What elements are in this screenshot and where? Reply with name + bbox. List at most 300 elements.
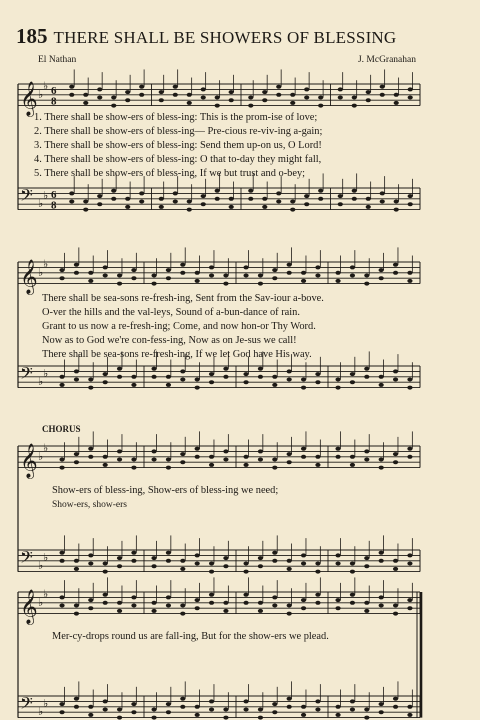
note-head <box>166 458 171 462</box>
note-head <box>125 90 130 94</box>
note-head <box>166 466 171 470</box>
note-head <box>379 375 384 379</box>
note-head <box>393 705 398 709</box>
note-head <box>366 98 371 102</box>
note-head <box>187 93 192 97</box>
note-head <box>159 90 164 94</box>
note-head <box>103 455 108 459</box>
note-head <box>103 699 108 703</box>
treble-clef-icon: 𝄞 <box>20 259 38 295</box>
note-head <box>243 372 248 376</box>
note-head <box>131 466 136 470</box>
flat-icon: ♭ <box>38 265 44 279</box>
note-head <box>272 268 277 272</box>
note-head <box>215 104 220 108</box>
note-head <box>407 713 412 717</box>
bass-clef-icon: 𝄢 <box>20 363 33 388</box>
note-head <box>117 449 122 453</box>
note-head <box>258 609 263 613</box>
note-head <box>151 458 156 462</box>
note-head <box>195 553 200 557</box>
note-head <box>229 98 234 102</box>
note-head <box>315 372 320 376</box>
note-head <box>201 194 206 198</box>
note-head <box>195 271 200 275</box>
note-head <box>103 463 108 467</box>
note-head <box>287 705 292 709</box>
note-head <box>195 705 200 709</box>
verse-4-line-2: Now as to God we're con-fess-ing, Now as on Je-sus we call! <box>42 335 297 346</box>
note-head <box>215 189 220 193</box>
verse-3-line-2: Grant to us now a re-fresh-ing; Come, and now hon-or Thy Word. <box>42 321 316 332</box>
note-head <box>407 553 412 557</box>
note-head <box>408 96 413 100</box>
note-head <box>201 87 206 91</box>
note-head <box>195 378 200 382</box>
note-head <box>83 101 88 105</box>
note-head <box>352 96 357 100</box>
hymn-number: 185 <box>16 24 48 48</box>
bass-clef-icon: 𝄢 <box>20 185 33 210</box>
note-head <box>315 601 320 605</box>
chorus-line-2: Mer-cy-drops round us are fall-ing, But for the show-ers we plead. <box>52 631 329 642</box>
note-head <box>315 699 320 703</box>
note-head <box>59 595 64 599</box>
note-head <box>287 567 292 571</box>
note-head <box>180 369 185 373</box>
note-head <box>393 559 398 563</box>
note-head <box>117 601 122 605</box>
note-head <box>59 710 64 714</box>
note-head <box>301 705 306 709</box>
note-head <box>103 265 108 269</box>
note-head <box>393 567 398 571</box>
note-head <box>180 567 185 571</box>
note-head <box>258 282 263 286</box>
note-head <box>407 279 412 283</box>
note-head <box>364 449 369 453</box>
note-head <box>131 604 136 608</box>
note-head <box>180 460 185 464</box>
time-signature: 8 <box>51 95 57 108</box>
note-head <box>131 710 136 714</box>
note-head <box>195 279 200 283</box>
note-head <box>301 271 306 275</box>
note-head <box>272 458 277 462</box>
note-head <box>290 93 295 97</box>
note-head <box>180 271 185 275</box>
note-head <box>335 705 340 709</box>
note-head <box>335 713 340 717</box>
note-head <box>69 93 74 97</box>
flat-icon: ♭ <box>43 367 49 381</box>
note-head <box>243 593 248 597</box>
note-head <box>379 559 384 563</box>
note-head <box>229 90 234 94</box>
note-head <box>166 276 171 280</box>
note-head <box>151 716 156 720</box>
note-head <box>209 593 214 597</box>
note-head <box>287 612 292 616</box>
note-head <box>243 380 248 384</box>
note-head <box>301 606 306 610</box>
note-head <box>159 197 164 201</box>
note-head <box>215 96 220 100</box>
note-head <box>209 274 214 278</box>
note-head <box>287 263 292 267</box>
note-head <box>74 604 79 608</box>
note-head <box>304 87 309 91</box>
note-head <box>59 559 64 563</box>
note-head <box>350 601 355 605</box>
time-signature: 6 <box>51 84 57 97</box>
note-head <box>366 205 371 209</box>
note-head <box>318 104 323 108</box>
note-head <box>83 200 88 204</box>
note-head <box>379 268 384 272</box>
note-head <box>180 263 185 267</box>
note-head <box>258 458 263 462</box>
flat-icon: ♭ <box>38 705 44 719</box>
chorus-echo: Show-ers, show-ers <box>52 500 127 510</box>
note-head <box>258 367 263 371</box>
note-head <box>315 593 320 597</box>
note-head <box>393 452 398 456</box>
note-head <box>117 716 122 720</box>
note-head <box>272 559 277 563</box>
words-credit: El Nathan <box>38 55 77 65</box>
note-head <box>272 702 277 706</box>
note-head <box>166 595 171 599</box>
note-head <box>131 383 136 387</box>
note-head <box>338 96 343 100</box>
note-head <box>187 208 192 212</box>
note-head <box>315 380 320 384</box>
note-head <box>262 205 267 209</box>
flat-icon: ♭ <box>38 449 44 463</box>
note-head <box>364 556 369 560</box>
note-head <box>301 378 306 382</box>
note-head <box>117 564 122 568</box>
note-head <box>335 279 340 283</box>
note-head <box>276 191 281 195</box>
note-head <box>195 386 200 390</box>
note-head <box>88 386 93 390</box>
note-head <box>173 93 178 97</box>
note-head <box>258 564 263 568</box>
note-head <box>258 449 263 453</box>
note-head <box>350 380 355 384</box>
note-head <box>173 85 178 89</box>
note-head <box>74 460 79 464</box>
verse-2-line-1: 2. There shall be show-ers of bless-ing— Pre-cious re-viv-ing a-gain; <box>34 126 323 137</box>
note-head <box>352 104 357 108</box>
note-head <box>151 367 156 371</box>
note-head <box>195 455 200 459</box>
note-head <box>364 282 369 286</box>
note-head <box>350 593 355 597</box>
note-head <box>74 567 79 571</box>
note-head <box>262 98 267 102</box>
note-head <box>407 606 412 610</box>
note-head <box>393 378 398 382</box>
note-head <box>262 90 267 94</box>
note-head <box>166 604 171 608</box>
note-head <box>335 598 340 602</box>
note-head <box>139 93 144 97</box>
note-head <box>287 271 292 275</box>
note-head <box>258 274 263 278</box>
note-head <box>318 96 323 100</box>
note-head <box>318 189 323 193</box>
note-head <box>407 455 412 459</box>
note-head <box>301 562 306 566</box>
note-head <box>335 455 340 459</box>
note-head <box>393 271 398 275</box>
note-head <box>393 263 398 267</box>
note-head <box>301 713 306 717</box>
note-head <box>350 274 355 278</box>
note-head <box>223 449 228 453</box>
note-head <box>59 551 64 555</box>
note-head <box>364 274 369 278</box>
note-head <box>301 553 306 557</box>
flat-icon: ♭ <box>38 375 44 389</box>
note-head <box>88 447 93 451</box>
note-head <box>180 612 185 616</box>
note-head <box>272 604 277 608</box>
note-head <box>243 455 248 459</box>
note-head <box>88 606 93 610</box>
note-head <box>151 282 156 286</box>
note-head <box>117 708 122 712</box>
flat-icon: ♭ <box>43 551 49 565</box>
note-head <box>125 205 130 209</box>
note-head <box>69 191 74 195</box>
note-head <box>131 595 136 599</box>
note-head <box>166 702 171 706</box>
note-head <box>248 189 253 193</box>
note-head <box>209 562 214 566</box>
flat-icon: ♭ <box>38 87 44 101</box>
note-head <box>111 189 116 193</box>
note-head <box>209 601 214 605</box>
note-head <box>151 708 156 712</box>
note-head <box>111 197 116 201</box>
note-head <box>117 458 122 462</box>
note-head <box>88 705 93 709</box>
note-head <box>272 466 277 470</box>
note-head <box>117 556 122 560</box>
note-head <box>393 697 398 701</box>
note-head <box>74 612 79 616</box>
note-head <box>394 200 399 204</box>
note-head <box>335 378 340 382</box>
note-head <box>139 191 144 195</box>
flat-icon: ♭ <box>38 595 44 609</box>
note-head <box>74 378 79 382</box>
verse-1-line-2: There shall be sea-sons re-fresh-ing, Sent from the Sav-iour a-bove. <box>42 293 324 304</box>
note-head <box>173 200 178 204</box>
note-head <box>272 383 277 387</box>
note-head <box>290 200 295 204</box>
note-head <box>380 93 385 97</box>
flat-icon: ♭ <box>43 697 49 711</box>
note-head <box>59 276 64 280</box>
note-head <box>350 708 355 712</box>
note-head <box>209 380 214 384</box>
note-head <box>117 375 122 379</box>
note-head <box>248 96 253 100</box>
note-head <box>290 208 295 212</box>
note-head <box>276 85 281 89</box>
note-head <box>380 200 385 204</box>
note-head <box>393 460 398 464</box>
note-head <box>379 595 384 599</box>
note-head <box>88 378 93 382</box>
note-head <box>258 375 263 379</box>
note-head <box>209 265 214 269</box>
treble-clef-icon: 𝄞 <box>20 443 38 479</box>
note-head <box>301 598 306 602</box>
note-head <box>166 375 171 379</box>
note-head <box>229 197 234 201</box>
note-head <box>223 375 228 379</box>
note-head <box>74 452 79 456</box>
note-head <box>243 463 248 467</box>
note-head <box>195 598 200 602</box>
note-head <box>195 713 200 717</box>
note-head <box>117 274 122 278</box>
note-head <box>117 282 122 286</box>
note-head <box>304 194 309 198</box>
music-credit: J. McGranahan <box>357 55 416 65</box>
verse-2-line-2: O-ver the hills and the val-leys, Sound of a-bun-dance of rain. <box>42 307 300 318</box>
note-head <box>166 383 171 387</box>
note-head <box>209 455 214 459</box>
note-head <box>350 265 355 269</box>
note-head <box>59 375 64 379</box>
note-head <box>248 104 253 108</box>
note-head <box>315 708 320 712</box>
treble-clef-icon: 𝄞 <box>20 81 38 117</box>
note-head <box>366 90 371 94</box>
note-head <box>350 455 355 459</box>
note-head <box>408 194 413 198</box>
note-head <box>103 593 108 597</box>
note-head <box>350 463 355 467</box>
note-head <box>394 208 399 212</box>
note-head <box>180 604 185 608</box>
note-head <box>335 553 340 557</box>
note-head <box>131 559 136 563</box>
note-head <box>59 458 64 462</box>
note-head <box>117 609 122 613</box>
note-head <box>272 595 277 599</box>
note-head <box>350 699 355 703</box>
flat-icon: ♭ <box>43 441 49 455</box>
note-head <box>69 200 74 204</box>
note-head <box>258 601 263 605</box>
note-head <box>243 699 248 703</box>
note-head <box>352 197 357 201</box>
note-head <box>131 551 136 555</box>
note-head <box>111 104 116 108</box>
note-head <box>151 375 156 379</box>
note-head <box>215 197 220 201</box>
note-head <box>393 369 398 373</box>
note-head <box>209 570 214 574</box>
note-head <box>304 202 309 206</box>
note-head <box>338 87 343 91</box>
note-head <box>117 367 122 371</box>
note-head <box>159 98 164 102</box>
note-head <box>223 716 228 720</box>
flat-icon: ♭ <box>43 257 49 271</box>
note-head <box>151 556 156 560</box>
note-head <box>201 202 206 206</box>
note-head <box>97 87 102 91</box>
note-head <box>350 562 355 566</box>
note-head <box>315 265 320 269</box>
note-head <box>315 463 320 467</box>
note-head <box>195 562 200 566</box>
note-head <box>366 197 371 201</box>
note-head <box>74 369 79 373</box>
note-head <box>364 458 369 462</box>
note-head <box>379 466 384 470</box>
note-head <box>88 713 93 717</box>
note-head <box>338 202 343 206</box>
note-head <box>243 708 248 712</box>
note-head <box>88 271 93 275</box>
flat-icon: ♭ <box>43 189 49 203</box>
note-head <box>379 604 384 608</box>
note-head <box>258 708 263 712</box>
note-head <box>287 697 292 701</box>
note-head <box>187 101 192 105</box>
note-head <box>88 279 93 283</box>
note-head <box>379 276 384 280</box>
note-head <box>74 271 79 275</box>
verse-1-line-1: 1. There shall be show-ers of bless-ing: This is the prom-ise of love; <box>34 112 318 123</box>
hymn-title: THERE SHALL BE SHOWERS OF BLESSING <box>53 28 397 47</box>
note-head <box>223 609 228 613</box>
verse-5-line-2: There shall be sea-sons re-fresh-ing, If we let God have His way. <box>42 349 312 360</box>
bass-clef-icon: 𝄢 <box>20 693 33 718</box>
chorus-line-1: Show-ers of bless-ing, Show-ers of bless-ing we need; <box>52 485 279 496</box>
time-signature: 6 <box>51 188 57 201</box>
note-head <box>103 708 108 712</box>
note-head <box>180 452 185 456</box>
note-head <box>180 705 185 709</box>
note-head <box>380 191 385 195</box>
note-head <box>209 708 214 712</box>
note-head <box>223 556 228 560</box>
note-head <box>223 282 228 286</box>
note-head <box>180 378 185 382</box>
note-head <box>364 375 369 379</box>
note-head <box>301 455 306 459</box>
note-head <box>103 570 108 574</box>
note-head <box>407 705 412 709</box>
note-head <box>151 601 156 605</box>
note-head <box>125 197 130 201</box>
note-head <box>59 383 64 387</box>
note-head <box>103 601 108 605</box>
note-head <box>74 697 79 701</box>
time-signature: 8 <box>51 199 57 212</box>
